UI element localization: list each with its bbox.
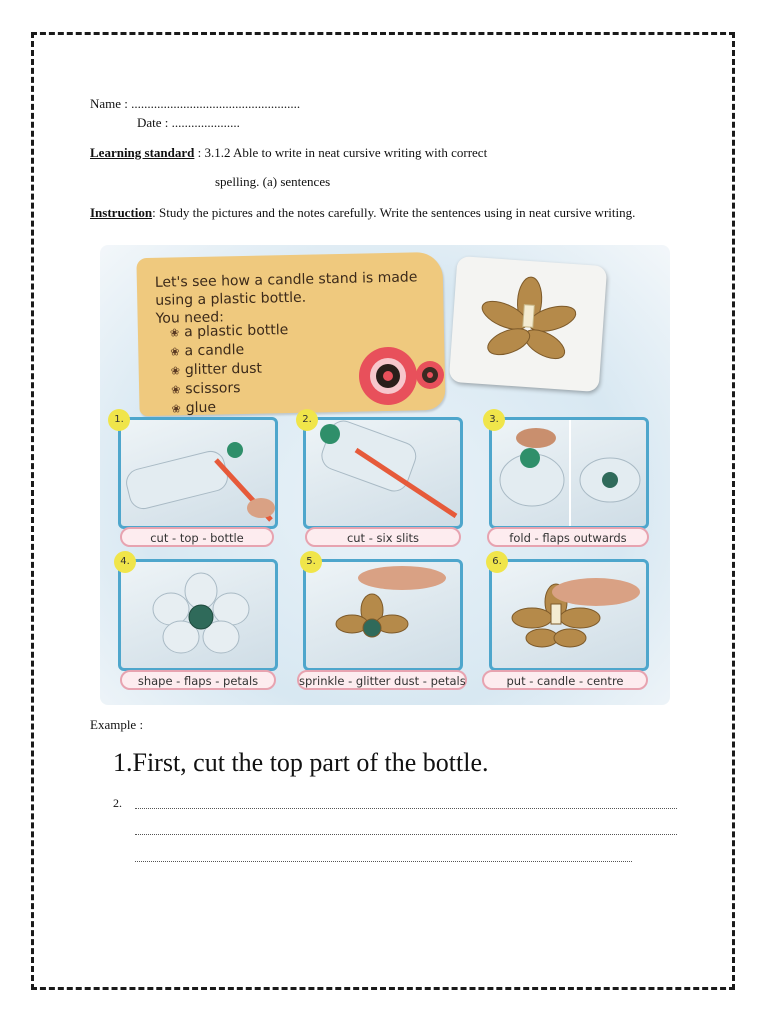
answer-line-3[interactable] <box>135 861 632 862</box>
answer-line-1[interactable] <box>135 808 677 809</box>
note-line-1: Let's see how a candle stand is made <box>154 269 418 291</box>
date-field[interactable]: ..................... <box>171 115 240 130</box>
step-3-caption: fold - flaps outwards <box>487 527 649 547</box>
learning-standard <box>90 145 487 161</box>
step-1-number: 1. <box>108 409 130 431</box>
step-2-photo <box>303 417 463 529</box>
step-3-number: 3. <box>483 409 505 431</box>
note-line-3: You need: <box>155 309 225 327</box>
flower-decoration-icon <box>350 345 460 407</box>
note-line-2: using a plastic bottle. <box>155 289 307 309</box>
instruction-text: : Study the pictures and the notes carefully. Write the sentences using in neat cursive writing. <box>152 205 636 220</box>
instruction-label: Instruction <box>90 205 153 220</box>
list-item: ❀ a plastic bottle <box>170 321 289 342</box>
finished-candle-stand-photo <box>449 256 607 392</box>
instruction-picture <box>100 245 670 705</box>
list-item: ❀ glitter dust <box>171 359 290 380</box>
date-line <box>137 115 240 131</box>
step-5-number: 5. <box>300 551 322 573</box>
step-4-caption: shape - flaps - petals <box>120 670 276 690</box>
learning-standard-label: Learning standard <box>90 145 195 160</box>
step-2-caption: cut - six slits <box>305 527 461 547</box>
learning-standard-text: : 3.1.2 Able to write in neat cursive writing with correct <box>194 145 488 160</box>
materials-list <box>170 321 290 418</box>
answer-line-2[interactable] <box>135 834 677 835</box>
step-1-caption: cut - top - bottle <box>120 527 274 547</box>
list-item: ❀ glue <box>171 397 290 418</box>
step-5-photo <box>303 559 463 671</box>
name-label: Name : <box>90 96 132 111</box>
step-6-photo <box>489 559 649 671</box>
list-item: ❀ scissors <box>171 378 290 399</box>
step-2-number: 2. <box>296 409 318 431</box>
step-3-photo <box>489 417 649 529</box>
step-5-caption: sprinkle - glitter dust - petals <box>297 670 467 690</box>
example-sentence: 1.First, cut the top part of the bottle. <box>113 748 489 777</box>
date-label: Date : <box>137 115 172 130</box>
list-item: ❀ a candle <box>170 340 289 361</box>
name-field[interactable]: .................................................... <box>131 96 301 111</box>
answer-number: 2. <box>113 796 122 810</box>
step-6-caption: put - candle - centre <box>482 670 648 690</box>
step-4-number: 4. <box>114 551 136 573</box>
instruction <box>90 203 680 222</box>
learning-standard-text-2: spelling. (a) sentences <box>215 174 331 189</box>
name-line <box>90 96 300 112</box>
example-label: Example : <box>90 717 144 732</box>
step-6-number: 6. <box>486 551 508 573</box>
step-4-photo <box>118 559 278 671</box>
step-1-photo <box>118 417 278 529</box>
